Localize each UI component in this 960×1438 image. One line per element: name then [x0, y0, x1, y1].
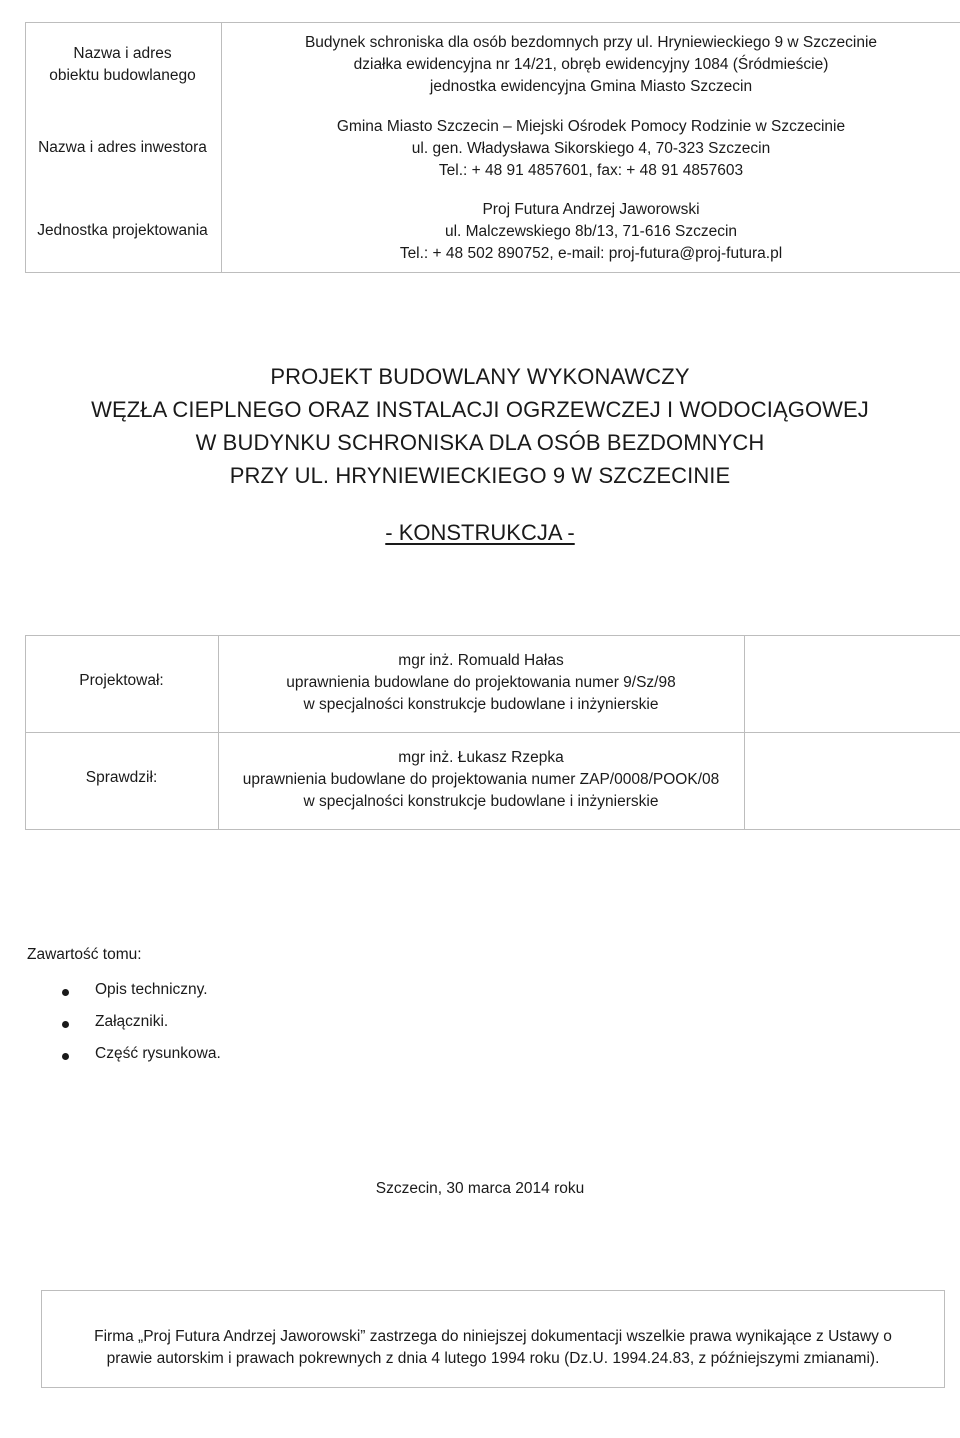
- copyright-notice: [42, 1326, 944, 1370]
- design-unit-value-line: Proj Futura Andrzej Jaworowski: [482, 201, 700, 218]
- contents-item-text: Załączniki.: [95, 1013, 169, 1030]
- project-title-line: WĘZŁA CIEPLNEGO ORAZ INSTALACJI OGRZEWCZEJ I WODOCIĄGOWEJ: [91, 397, 869, 422]
- object-value-line: Budynek schroniska dla osób bezdomnych przy ul. Hryniewieckiego 9 w Szczecinie: [304, 34, 878, 51]
- checker-specialty: w specjalności konstrukcje budowlane i inżynierskie: [303, 793, 659, 810]
- investor-value: [220, 116, 960, 182]
- project-title-line: W BUDYNKU SCHRONISKA DLA OSÓB BEZDOMNYCH: [195, 430, 765, 455]
- section-heading-text: - KONSTRUKCJA -: [385, 520, 575, 545]
- object-label: [25, 43, 220, 87]
- object-label-line: obiektu budowlanego: [49, 67, 196, 84]
- contents-item-text: Opis techniczny.: [95, 981, 208, 998]
- checker-details: [218, 747, 744, 813]
- project-title-line: PRZY UL. HRYNIEWIECKIEGO 9 W SZCZECINIE: [229, 463, 731, 488]
- object-value: [220, 32, 960, 98]
- investor-label-line: Nazwa i adres inwestora: [38, 139, 207, 156]
- bullet-icon: [62, 1021, 69, 1028]
- design-unit-value-line: ul. Malczewskiego 8b/13, 71-616 Szczecin: [444, 223, 738, 240]
- designer-specialty: w specjalności konstrukcje budowlane i inżynierskie: [303, 696, 659, 713]
- checker-license: uprawnienia budowlane do projektowania numer ZAP/0008/POOK/08: [242, 771, 720, 788]
- object-value-line: działka ewidencyjna nr 14/21, obręb ewidencyjny 1084 (Śródmieście): [353, 56, 829, 73]
- contents-title: Zawartość tomu:: [27, 946, 142, 963]
- designer-role: Projektował:: [79, 672, 164, 689]
- designer-name: mgr inż. Romuald Hałas: [398, 652, 564, 669]
- investor-value-line: Gmina Miasto Szczecin – Miejski Ośrodek Pomocy Rodzinie w Szczecinie: [336, 118, 846, 135]
- section-heading: [0, 520, 960, 546]
- place-date: Szczecin, 30 marca 2014 roku: [375, 1180, 585, 1197]
- copyright-notice-box: [41, 1290, 945, 1388]
- design-unit-value-line: Tel.: + 48 502 890752, e-mail: proj-futura@proj-futura.pl: [399, 245, 783, 262]
- checker-name: mgr inż. Łukasz Rzepka: [398, 749, 564, 766]
- investor-label: [25, 137, 220, 159]
- object-label-line: Nazwa i adres: [73, 45, 172, 62]
- designer-license: uprawnienia budowlane do projektowania numer 9/Sz/98: [286, 674, 676, 691]
- copyright-line: prawie autorskim i prawach pokrewnych z dnia 4 lutego 1994 roku (Dz.U. 1994.24.83, z późniejszymi zmianami).: [106, 1350, 880, 1367]
- project-title: [0, 360, 960, 492]
- design-unit-value: [220, 199, 960, 265]
- copyright-line: Firma „Proj Futura Andrzej Jaworowski” zastrzega do niniejszej dokumentacji wszelkie prawa wynikające z Ustawy o: [94, 1328, 892, 1345]
- checker-role: Sprawdził:: [85, 769, 158, 786]
- investor-value-line: Tel.: + 48 91 4857601, fax: + 48 91 4857603: [438, 162, 744, 179]
- investor-value-line: ul. gen. Władysława Sikorskiego 4, 70-323 Szczecin: [411, 140, 771, 157]
- bullet-icon: [62, 989, 69, 996]
- project-title-line: PROJEKT BUDOWLANY WYKONAWCZY: [270, 364, 690, 389]
- designer-details: [218, 650, 744, 716]
- bullet-icon: [62, 1053, 69, 1060]
- design-unit-label: [25, 220, 220, 242]
- signature-sign-cell: [745, 636, 960, 733]
- object-value-line: jednostka ewidencyjna Gmina Miasto Szczecin: [429, 78, 753, 95]
- signature-sign-cell: [745, 733, 960, 830]
- design-unit-label-line: Jednostka projektowania: [37, 222, 208, 239]
- contents-item-text: Część rysunkowa.: [95, 1045, 221, 1062]
